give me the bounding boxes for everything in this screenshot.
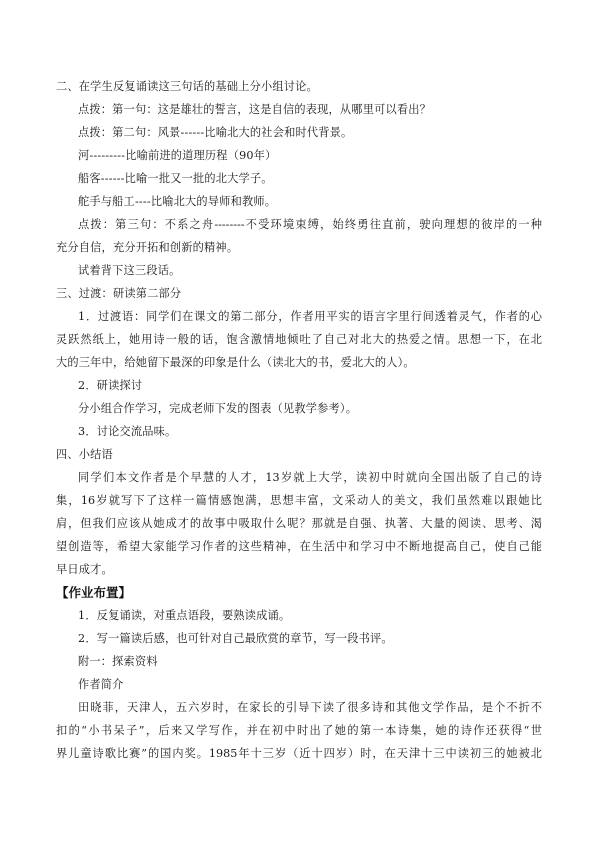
metaphor-helmsman: 舵手与船工----比喻北大的导师和教师。: [78, 195, 277, 208]
hint-third-sentence-cont: 充分自信，充分开拓和创新的精神。: [56, 241, 239, 254]
section-4-heading: 四、小结语: [56, 448, 113, 461]
summary-paragraph-line5: 早日成才。: [56, 563, 113, 576]
summary-paragraph-line2: 集，16岁就写下了这样一篇情感饱满，思想丰富，文采动人的美文，我们虽然难以跟她比: [56, 494, 542, 507]
hint-third-sentence: 点拨：第三句：不系之舟--------不受环境束缚，始终勇往直前，驶向理想的彼岸的一种: [78, 218, 542, 231]
author-bio-paragraph: 田晓菲，天津人，五六岁时，在家长的引导下读了很多诗和其他文学作品，是个不折不: [78, 701, 542, 714]
author-bio-paragraph-line2: 扣的“小书呆子”，后来又学写作，并在初中时出了她的第一本诗集，她的诗作还获得“世: [56, 724, 542, 737]
recite-instruction: 试着背下这三段话。: [78, 264, 181, 277]
homework-item-1: 1．反复诵读，对重点语段，要熟读成诵。: [78, 609, 291, 622]
appendix-label: 附一：探索资料: [78, 655, 158, 668]
summary-paragraph-line4: 望创造等，希望大家能学习作者的这些精神，在生活中和学习中不断地提高自己，使自己能: [56, 540, 542, 553]
hint-second-sentence: 点拨：第二句：风景------比喻北大的社会和时代背景。: [78, 126, 353, 139]
homework-heading: 【作业布置】: [56, 585, 132, 600]
section-2-heading: 二、在学生反复诵读这三句话的基础上分小组讨论。: [56, 80, 318, 93]
transition-paragraph-line3: 大的三年中，给她留下最深的印象是什么（读北大的书，爱北大的人）。: [56, 356, 415, 369]
summary-paragraph-line3: 肩，但我们应该从她成才的故事中吸取什么呢？那就是自强、执著、大量的阅读、思考、渴: [56, 517, 542, 530]
hint-first-sentence: 点拨：第一句：这是雄壮的誓言，这是自信的表现，从哪里可以看出？: [78, 103, 432, 116]
section-3-heading: 三、过渡：研读第二部分: [56, 287, 182, 300]
author-bio-paragraph-line3: 界儿童诗歌比赛”的国内奖。1985年十三岁（近十四岁）时，在天津十三中读初三的她被北: [56, 747, 542, 760]
author-bio-title: 作者简介: [78, 678, 124, 691]
metaphor-passengers: 船客------比喻一批又一批的北大学子。: [78, 172, 273, 185]
transition-paragraph: 1．过渡语：同学们在课文的第二部分，作者用平实的语言字里行间透着灵气，作者的心: [78, 310, 542, 323]
summary-paragraph: 同学们本文作者是个早慧的人才，13岁就上大学，读初中时就向全国出版了自己的诗: [78, 471, 542, 484]
metaphor-river: 河---------比喻前进的道理历程（90年）: [78, 149, 277, 162]
homework-item-2: 2．写一篇读后感，也可针对自己最欣赏的章节，写一段书评。: [78, 632, 393, 645]
discussion-item: 3．讨论交流品味。: [78, 425, 177, 438]
group-study-text: 分小组合作学习，完成老师下发的图表（见教学参考）。: [78, 402, 358, 415]
study-discussion-item: 2．研读探讨: [78, 379, 143, 392]
transition-paragraph-line2: 灵跃然纸上，她用诗一般的话，饱含激情地倾吐了自己对北大的热爱之情。思想一下，在北: [56, 333, 542, 346]
